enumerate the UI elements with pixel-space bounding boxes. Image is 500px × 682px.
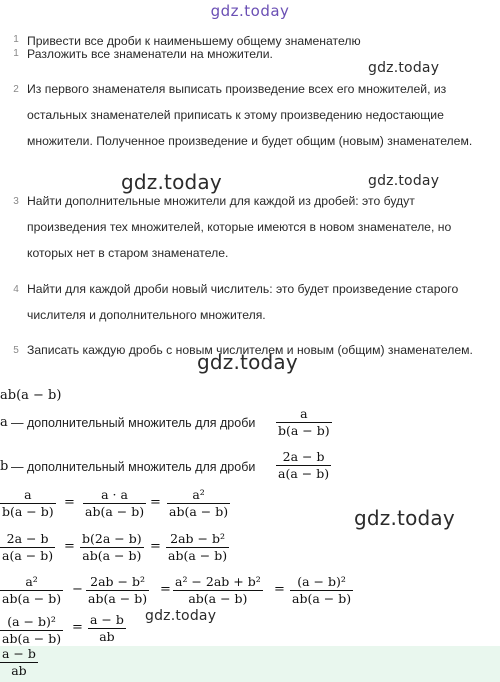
step-number: 1 (13, 34, 19, 45)
fraction-numerator: a (300, 406, 308, 421)
watermark: gdz.today (121, 170, 222, 194)
fraction-numerator: a² (192, 487, 205, 502)
fraction-denominator: b(a − b) (278, 423, 330, 438)
fraction-denominator: ab(a − b) (169, 504, 229, 519)
fraction-denominator: a(a − b) (278, 466, 330, 481)
fraction-numerator: (a − b)² (7, 614, 56, 629)
fraction (0, 487, 56, 520)
fraction (173, 574, 263, 607)
fraction-denominator: ab (11, 663, 27, 678)
factor-text: — дополнительный множитель для дроби (11, 460, 256, 474)
equals-sign: = (274, 582, 285, 597)
fraction (80, 531, 144, 564)
answer-block (0, 646, 500, 682)
minus-sign: − (72, 582, 83, 597)
fraction (276, 406, 332, 439)
factor-variable: b (0, 459, 9, 474)
fraction (167, 487, 230, 520)
fraction-numerator: 2a − b (282, 449, 325, 464)
site-title: gdz.today (210, 2, 290, 20)
fraction-denominator: ab(a − b) (2, 631, 62, 646)
equals-sign: = (160, 582, 171, 597)
fraction-denominator: ab(a − b) (168, 548, 228, 563)
factor-variable: a (0, 415, 8, 430)
equals-sign: = (64, 495, 75, 510)
watermark: gdz.today (197, 350, 298, 374)
fraction-numerator: 2a − b (6, 531, 49, 546)
step-text: Найти для каждой дроби новый числитель: это будет произведение старого числителя и дополнительного множителя. (27, 282, 459, 322)
fraction-denominator: ab(a − b) (2, 591, 62, 606)
step-text: Найти дополнительные множители для каждой из дробей: это будут произведения тех множителей, которые имеются в новом знаменателе, но которых нет в старом знаменателе. (27, 194, 452, 260)
watermark: gdz.today (354, 506, 455, 530)
equals-sign: = (150, 539, 161, 554)
fraction-denominator: ab(a − b) (292, 591, 352, 606)
equals-sign: = (150, 495, 161, 510)
fraction-numerator: b(2a − b) (82, 531, 142, 546)
fraction-numerator: a − b (2, 646, 36, 661)
fraction (290, 574, 353, 607)
fraction-denominator: ab(a − b) (82, 548, 142, 563)
fraction-numerator: a (24, 487, 32, 502)
step-number: 3 (13, 196, 19, 207)
step-number: 5 (13, 345, 19, 356)
fraction-denominator: ab(a − b) (188, 591, 248, 606)
step-text: Разложить все знаменатели на множители. (27, 47, 273, 61)
fraction-denominator: ab(a − b) (88, 591, 148, 606)
step-text: Привести все дроби к наименьшему общему знаменателю (27, 34, 361, 48)
equals-sign: = (64, 539, 75, 554)
fraction-numerator: a² − 2ab + b² (175, 574, 261, 589)
fraction (86, 574, 149, 607)
fraction-numerator: (a − b)² (297, 574, 346, 589)
fraction-numerator: 2ab − b² (90, 574, 145, 589)
watermark: gdz.today (368, 60, 440, 76)
fraction (83, 487, 146, 520)
fraction-numerator: a² (25, 574, 38, 589)
step-number: 4 (13, 284, 19, 295)
watermark: gdz.today (368, 173, 440, 189)
step-text: Записать каждую дробь с новым числителем и новым (общим) знаменателем. (27, 343, 473, 357)
step-number: 2 (13, 84, 19, 95)
fraction-denominator: ab(a − b) (85, 504, 145, 519)
factor-text: — дополнительный множитель для дроби (11, 416, 256, 430)
fraction-denominator: b(a − b) (2, 504, 54, 519)
common-denominator: ab(a − b) (0, 388, 62, 403)
fraction (276, 449, 331, 482)
step-number: 1 (13, 48, 19, 59)
answer-fraction (0, 646, 38, 679)
step-text: Из первого знаменателя выписать произведение всех его множителей, из остальных знаменателей приписать к этому произведению недостающие множители. Полученное произведение и будет общим (новым) знаменателем. (27, 82, 473, 148)
fraction (0, 614, 63, 647)
fraction-denominator: a(a − b) (2, 548, 54, 563)
fraction (88, 612, 126, 645)
fraction (0, 574, 63, 607)
fraction-denominator: ab (99, 629, 115, 644)
fraction-numerator: a · a (101, 487, 128, 502)
fraction (166, 531, 229, 564)
fraction (0, 531, 55, 564)
fraction-numerator: 2ab − b² (170, 531, 225, 546)
fraction-numerator: a − b (90, 612, 124, 627)
equals-sign: = (72, 620, 83, 635)
watermark: gdz.today (145, 608, 217, 624)
